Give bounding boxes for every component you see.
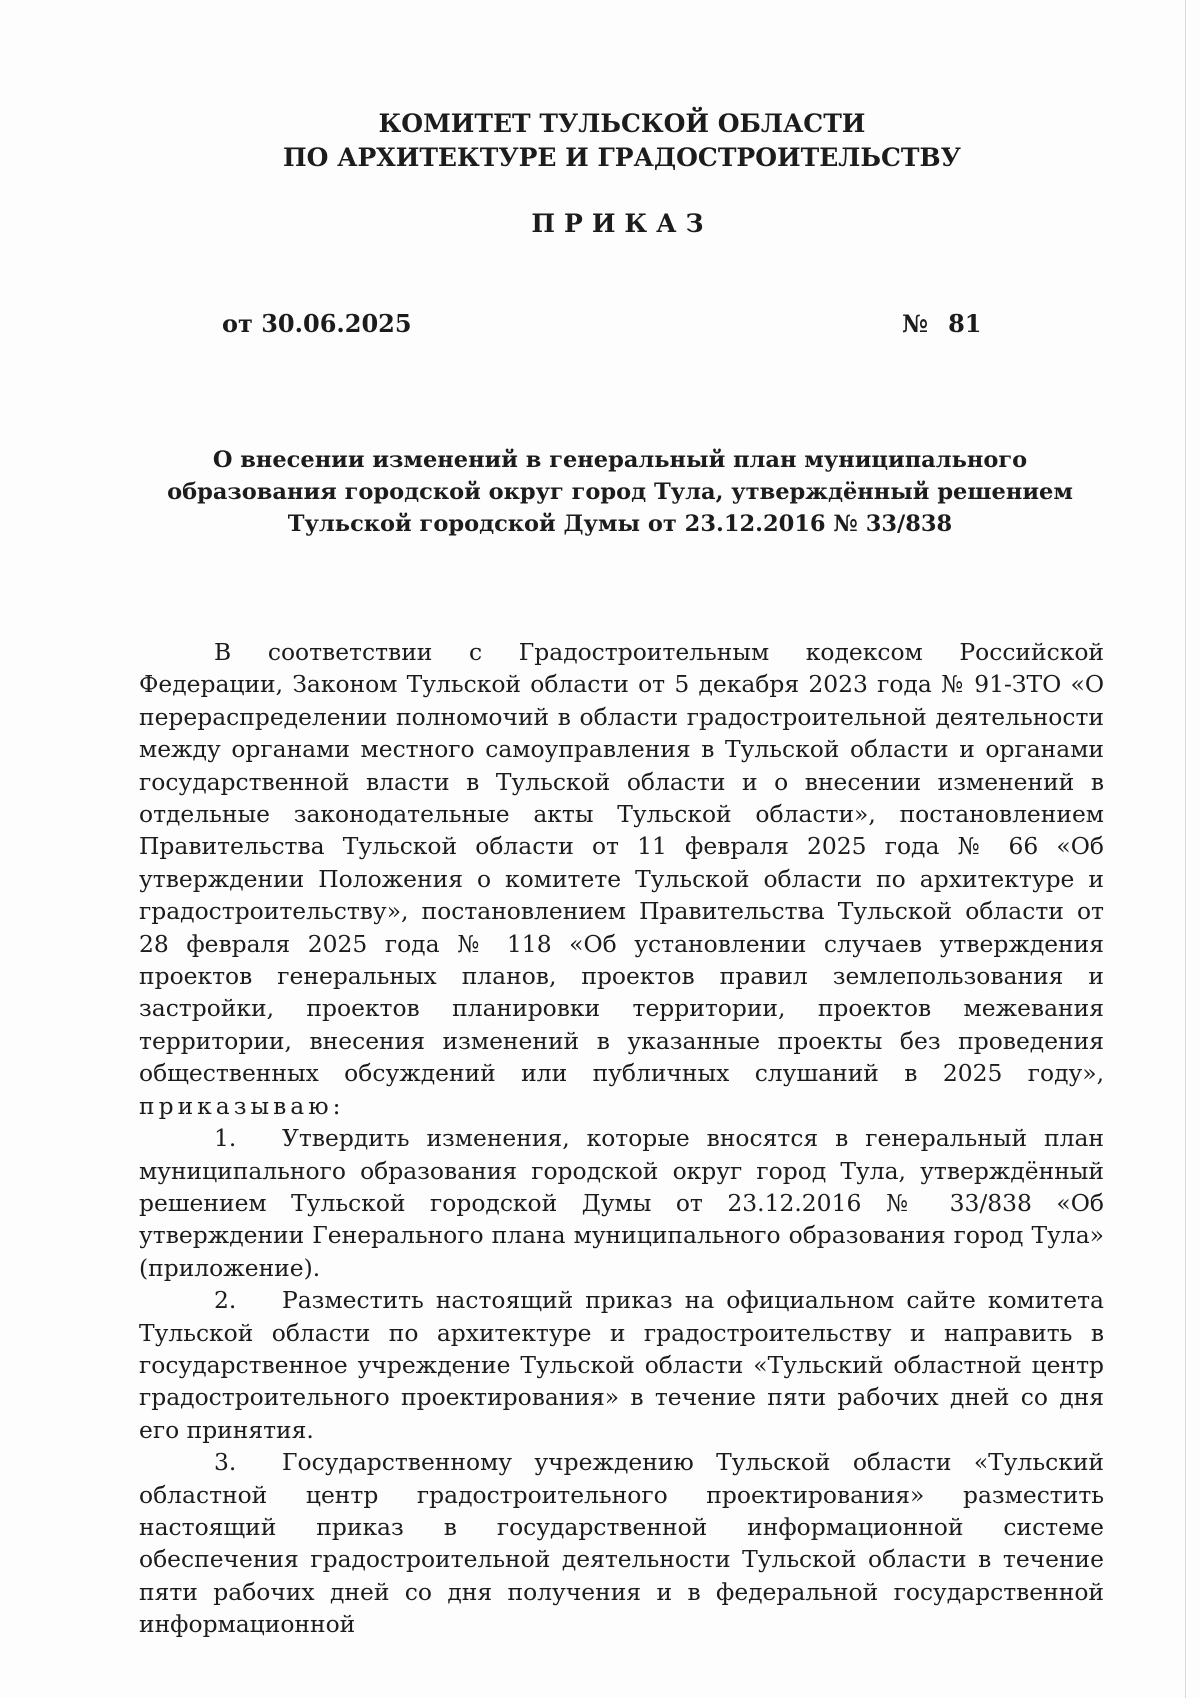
order-number-value: 81 <box>948 309 982 338</box>
committee-header-line-1: КОМИТЕТ ТУЛЬСКОЙ ОБЛАСТИ <box>378 109 866 138</box>
preamble-paragraph <box>139 636 1104 1122</box>
item-number: 3. <box>214 1448 237 1477</box>
order-date: от 30.06.2025 <box>222 309 412 338</box>
order-subject <box>140 444 1100 540</box>
item-number: 2. <box>214 1286 237 1315</box>
subject-line-3: Тульской городской Думы от 23.12.2016 № 33/838 <box>287 511 953 537</box>
page-edge-divider <box>1185 0 1186 1698</box>
item-text: Разместить настоящий приказ на официальном сайте комитета Тульской области по архитектуре и градостроительству и направить в государственное учреждение Тульской области «Тульский областной центр градостроительного проектирования» в течение пяти рабочих дней со дня его принятия. <box>139 1286 1104 1444</box>
subject-line-2: образования городской округ город Тула, утверждённый решением <box>167 479 1073 505</box>
subject-line-1: О внесении изменений в генеральный план муниципального <box>212 447 1028 473</box>
committee-header-line-2: ПО АРХИТЕКТУРЕ И ГРАДОСТРОИТЕЛЬСТВУ <box>283 143 961 172</box>
item-number: 1. <box>214 1124 237 1153</box>
order-title: ПРИКАЗ <box>531 209 713 238</box>
order-item-3 <box>139 1446 1104 1640</box>
order-number-label: № <box>902 309 929 338</box>
order-number <box>902 309 982 338</box>
order-item-1 <box>139 1122 1104 1284</box>
preamble-command: приказываю: <box>139 1091 345 1120</box>
item-text: Утвердить изменения, которые вносятся в генеральный план муниципального образования городской округ город Тула, утверждённый решением Тульской городской Думы от 23.12.2016 № 33/838 «Об утверждении Генерального плана муниципального образования город Тула» (приложение). <box>139 1124 1104 1282</box>
order-body <box>139 636 1104 1641</box>
order-item-2 <box>139 1284 1104 1446</box>
preamble-text: В соответствии с Градостроительным кодексом Российской Федерации, Законом Тульской области от 5 декабря 2023 года № 91-ЗТО «О перераспределении полномочий в области градостроительной деятельности между органами местного самоуправления в Тульской области и органами государственной власти в Тульской области и о внесении изменений в отдельные законодательные акты Тульской области», постановлением Правительства Тульской области от 11 февраля 2025 года № 66 «Об утверждении Положения о комитете Тульской области по архитектуре и градостроительству», постановлением Правительства Тульской области от 28 февраля 2025 года № 118 «Об установлении случаев утверждения проектов генеральных планов, проектов правил землепользования и застройки, проектов планировки территории, проектов межевания территории, внесения изменений в указанные проекты без проведения общественных обсуждений или публичных слушаний в 2025 году», <box>139 638 1104 1088</box>
committee-header <box>0 107 1200 175</box>
item-text: Государственному учреждению Тульской области «Тульский областной центр градостроительного проектирования» разместить настоящий приказ в государственной информационной системе обеспечения градостроительной деятельности Тульской области в течение пяти рабочих дней со дня получения и в федеральной государственной информационной <box>139 1448 1104 1639</box>
